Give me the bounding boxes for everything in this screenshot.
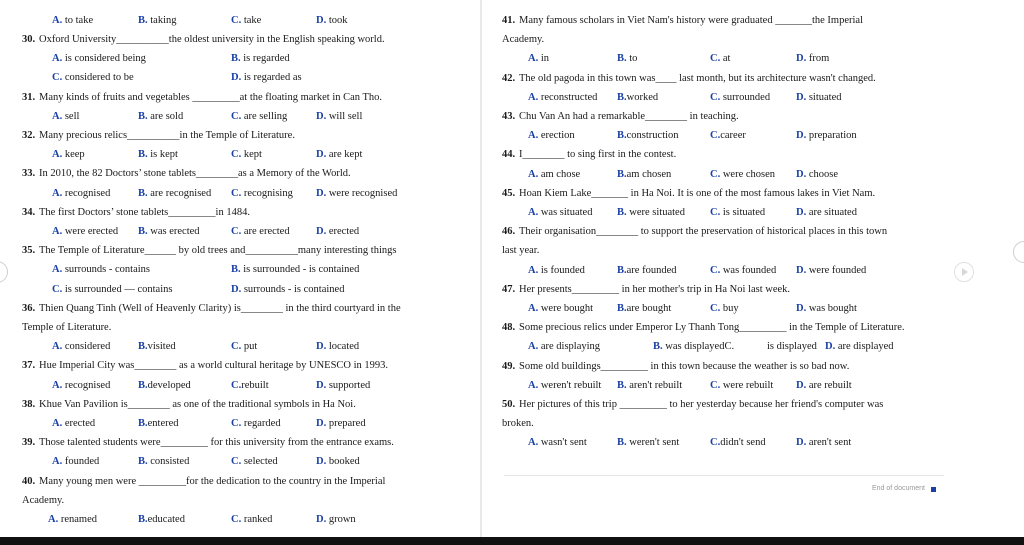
q30-text: Oxford University__________the oldest university in the English speaking world. (39, 34, 385, 45)
q42-number: 42. (502, 72, 516, 84)
q29-option-0[interactable]: A. to take (52, 15, 94, 26)
q36-text: Thien Quang Tinh (Well of Heavenly Clarity) is________ in the third courtyard in the (39, 302, 401, 314)
q50-option-3[interactable]: D. aren't sent (796, 437, 852, 449)
q34-option-1[interactable]: B. was erected (138, 226, 200, 237)
q47-option-3[interactable]: D. was bought (796, 303, 857, 314)
q50-text: Her pictures of this trip _________ to her yesterday because her friend's computer was (519, 399, 884, 410)
q29-option-2[interactable]: C. take (231, 15, 262, 26)
q31-option-1[interactable]: B. are sold (138, 110, 184, 122)
q32-option-0[interactable]: A. keep (52, 149, 85, 161)
q41-number: 41. (502, 15, 516, 26)
q31-text: Many kinds of fruits and vegetables _________at the floating market in Can Tho. (39, 91, 383, 103)
q36-option-3[interactable]: D. located (316, 341, 360, 353)
q38-option-0[interactable]: A. erected (52, 418, 96, 429)
q37-option-0[interactable]: A. recognised (52, 379, 111, 391)
q42-text: The old pagoda in this town was____ last month, but its architecture wasn't changed. (519, 72, 876, 84)
q41-option-2[interactable]: C. at (710, 53, 731, 65)
q41-text: Many famous scholars in Viet Nam's history were graduated _______the Imperial (519, 15, 863, 26)
q43-option-3[interactable]: D. preparation (796, 130, 857, 142)
q37-option-2[interactable]: C.rebuilt (231, 379, 269, 391)
q48-option-2[interactable]: is displayed (767, 341, 817, 353)
q40-option-0[interactable]: A. renamed (48, 514, 97, 525)
q40-text: Many young men were _________for the dedication to the country in the Imperial (39, 475, 386, 487)
bottom-bar (0, 537, 1024, 545)
q35-text: The Temple of Literature______ by old trees and__________many interesting things (39, 245, 397, 257)
q41-text-continued: Academy. (502, 34, 545, 46)
q40-option-2[interactable]: C. ranked (231, 514, 273, 525)
q45-option-3[interactable]: D. are situated (796, 207, 857, 218)
q44-number: 44. (502, 149, 516, 161)
q38-number: 38. (22, 398, 36, 410)
q39-text: Those talented students were_________ for this university from the entrance exams. (39, 437, 394, 449)
q42-option-3[interactable]: D. situated (796, 91, 842, 103)
q48-option-3[interactable]: D. are displayed (825, 341, 894, 353)
q35-option-2[interactable]: C. is surrounded — contains (52, 283, 173, 295)
q33-text: In 2010, the 82 Doctors’ stone tablets________as a Memory of the World. (39, 168, 351, 180)
q48-option-1[interactable]: B. was displayedC. (653, 341, 735, 353)
q48-number: 48. (502, 322, 516, 334)
end-divider (504, 475, 944, 476)
q38-option-3[interactable]: D. prepared (316, 418, 366, 429)
q33-option-0[interactable]: A. recognised (52, 187, 111, 199)
q36-number: 36. (22, 302, 36, 314)
q30-option-2[interactable]: C. considered to be (52, 72, 134, 84)
q41-option-0[interactable]: A. in (528, 53, 550, 65)
q36-option-0[interactable]: A. considered (52, 341, 111, 353)
q37-option-1[interactable]: B.developed (138, 379, 191, 391)
q45-number: 45. (502, 187, 516, 199)
q49-text: Some old buildings_________ in this town because the weather is so bad now. (519, 360, 850, 372)
q35-option-0[interactable]: A. surrounds - contains (52, 264, 150, 276)
q29-option-3[interactable]: D. took (316, 15, 348, 26)
q38-option-1[interactable]: B.entered (138, 418, 179, 429)
q46-option-1[interactable]: B.are founded (617, 264, 677, 276)
q33-number: 33. (22, 168, 36, 180)
q30-option-1[interactable]: B. is regarded (231, 53, 290, 65)
q50-option-0[interactable]: A. wasn't sent (528, 437, 587, 449)
q50-text-continued: broken. (502, 418, 534, 430)
q33-option-1[interactable]: B. are recognised (138, 187, 212, 199)
q31-option-0[interactable]: A. sell (52, 110, 80, 122)
q50-option-1[interactable]: B. weren't sent (617, 437, 680, 449)
q47-text: Her presents_________ in her mother's trip in Ha Noi last week. (519, 283, 791, 295)
q46-text-continued: last year. (502, 245, 540, 257)
q39-option-0[interactable]: A. founded (52, 456, 100, 468)
q37-number: 37. (22, 360, 36, 372)
q42-option-1[interactable]: B.worked (617, 91, 659, 103)
q38-option-2[interactable]: C. regarded (231, 418, 281, 429)
q45-option-0[interactable]: A. was situated (528, 207, 593, 218)
q44-option-1[interactable]: B.am chosen (617, 168, 672, 180)
q34-text: The first Doctors’ stone tablets_________in 1484. (39, 206, 250, 218)
q47-option-1[interactable]: B.are bought (617, 303, 672, 314)
q34-number: 34. (22, 206, 36, 218)
q41-option-1[interactable]: B. to (617, 53, 638, 65)
q32-option-3[interactable]: D. are kept (316, 149, 363, 161)
q40-option-1[interactable]: B.educated (138, 514, 185, 525)
q43-text: Chu Van An had a remarkable________ in teaching. (519, 111, 739, 122)
q48-option-0[interactable]: A. are displaying (528, 341, 601, 353)
q45-option-1[interactable]: B. were situated (617, 207, 685, 218)
q48-text: Some precious relics under Emperor Ly Thanh Tong_________ in the Temple of Literature. (519, 322, 905, 334)
q32-number: 32. (22, 130, 36, 141)
q47-option-2[interactable]: C. buy (710, 303, 739, 314)
q49-option-0[interactable]: A. weren't rebuilt (528, 379, 602, 391)
q39-option-3[interactable]: D. booked (316, 456, 360, 468)
q29-option-1[interactable]: B. taking (138, 15, 177, 26)
q46-option-3[interactable]: D. were founded (796, 264, 867, 276)
q43-option-1[interactable]: B.construction (617, 130, 679, 142)
q43-number: 43. (502, 111, 516, 122)
q44-option-0[interactable]: A. am chose (528, 168, 581, 180)
q42-option-2[interactable]: C. surrounded (710, 91, 771, 103)
q41-option-3[interactable]: D. from (796, 53, 830, 65)
q36-option-2[interactable]: C. put (231, 341, 258, 353)
q32-option-2[interactable]: C. kept (231, 149, 262, 161)
q47-number: 47. (502, 283, 516, 295)
q46-text: Their organisation________ to support the preservation of historical places in this town (519, 226, 888, 238)
q34-option-0[interactable]: A. were erected (52, 226, 119, 237)
q39-number: 39. (22, 437, 36, 449)
q31-option-2[interactable]: C. are selling (231, 110, 288, 122)
q34-option-2[interactable]: C. are erected (231, 226, 290, 237)
q40-option-3[interactable]: D. grown (316, 514, 356, 525)
q36-option-1[interactable]: B.visited (138, 341, 176, 353)
q30-number: 30. (22, 34, 36, 45)
q46-option-2[interactable]: C. was founded (710, 264, 777, 276)
play-icon[interactable] (954, 262, 974, 282)
q49-option-3[interactable]: D. are rebuilt (796, 379, 852, 391)
end-marker-icon (931, 487, 936, 492)
q34-option-3[interactable]: D. erected (316, 226, 360, 237)
q39-option-2[interactable]: C. selected (231, 456, 278, 468)
q38-text: Khue Van Pavilion is________ as one of the traditional symbols in Ha Noi. (39, 398, 356, 410)
q46-option-0[interactable]: A. is founded (528, 264, 585, 276)
q31-number: 31. (22, 91, 36, 103)
q45-text: Hoan Kiem Lake_______ in Ha Noi. It is one of the most famous lakes in Viet Nam. (519, 187, 876, 199)
q43-option-0[interactable]: A. erection (528, 130, 575, 142)
q36-text-continued: Temple of Literature. (22, 322, 112, 333)
q50-number: 50. (502, 399, 516, 410)
q42-option-0[interactable]: A. reconstructed (528, 91, 598, 103)
q49-option-1[interactable]: B. aren't rebuilt (617, 379, 683, 391)
q35-number: 35. (22, 245, 36, 257)
q40-text-continued: Academy. (22, 494, 65, 506)
q33-option-3[interactable]: D. were recognised (316, 187, 398, 199)
q32-text: Many precious relics__________in the Temple of Literature. (39, 130, 295, 141)
q44-text: I________ to sing first in the contest. (519, 149, 677, 161)
q39-option-1[interactable]: B. consisted (138, 456, 190, 468)
q35-option-3[interactable]: D. surrounds - is contained (231, 283, 345, 295)
q49-option-2[interactable]: C. were rebuilt (710, 379, 774, 391)
q30-option-3[interactable]: D. is regarded as (231, 72, 302, 84)
end-of-document-label: End of document (872, 485, 925, 492)
q46-number: 46. (502, 226, 516, 238)
q37-option-3[interactable]: D. supported (316, 379, 371, 391)
q40-number: 40. (22, 475, 36, 487)
q45-option-2[interactable]: C. is situated (710, 207, 766, 218)
q49-number: 49. (502, 360, 516, 372)
q50-option-2[interactable]: C.didn't send (710, 437, 766, 449)
q32-option-1[interactable]: B. is kept (138, 149, 178, 161)
q44-option-3[interactable]: D. choose (796, 168, 839, 180)
q31-option-3[interactable]: D. will sell (316, 110, 363, 122)
q37-text: Hue Imperial City was________ as a world cultural heritage by UNESCO in 1993. (39, 360, 389, 372)
q43-option-2[interactable]: C.career (710, 130, 746, 142)
q35-option-1[interactable]: B. is surrounded - is contained (231, 264, 360, 276)
q44-option-2[interactable]: C. were chosen (710, 168, 776, 180)
q47-option-0[interactable]: A. were bought (528, 303, 594, 314)
q33-option-2[interactable]: C. recognising (231, 187, 293, 199)
q30-option-0[interactable]: A. is considered being (52, 53, 146, 65)
